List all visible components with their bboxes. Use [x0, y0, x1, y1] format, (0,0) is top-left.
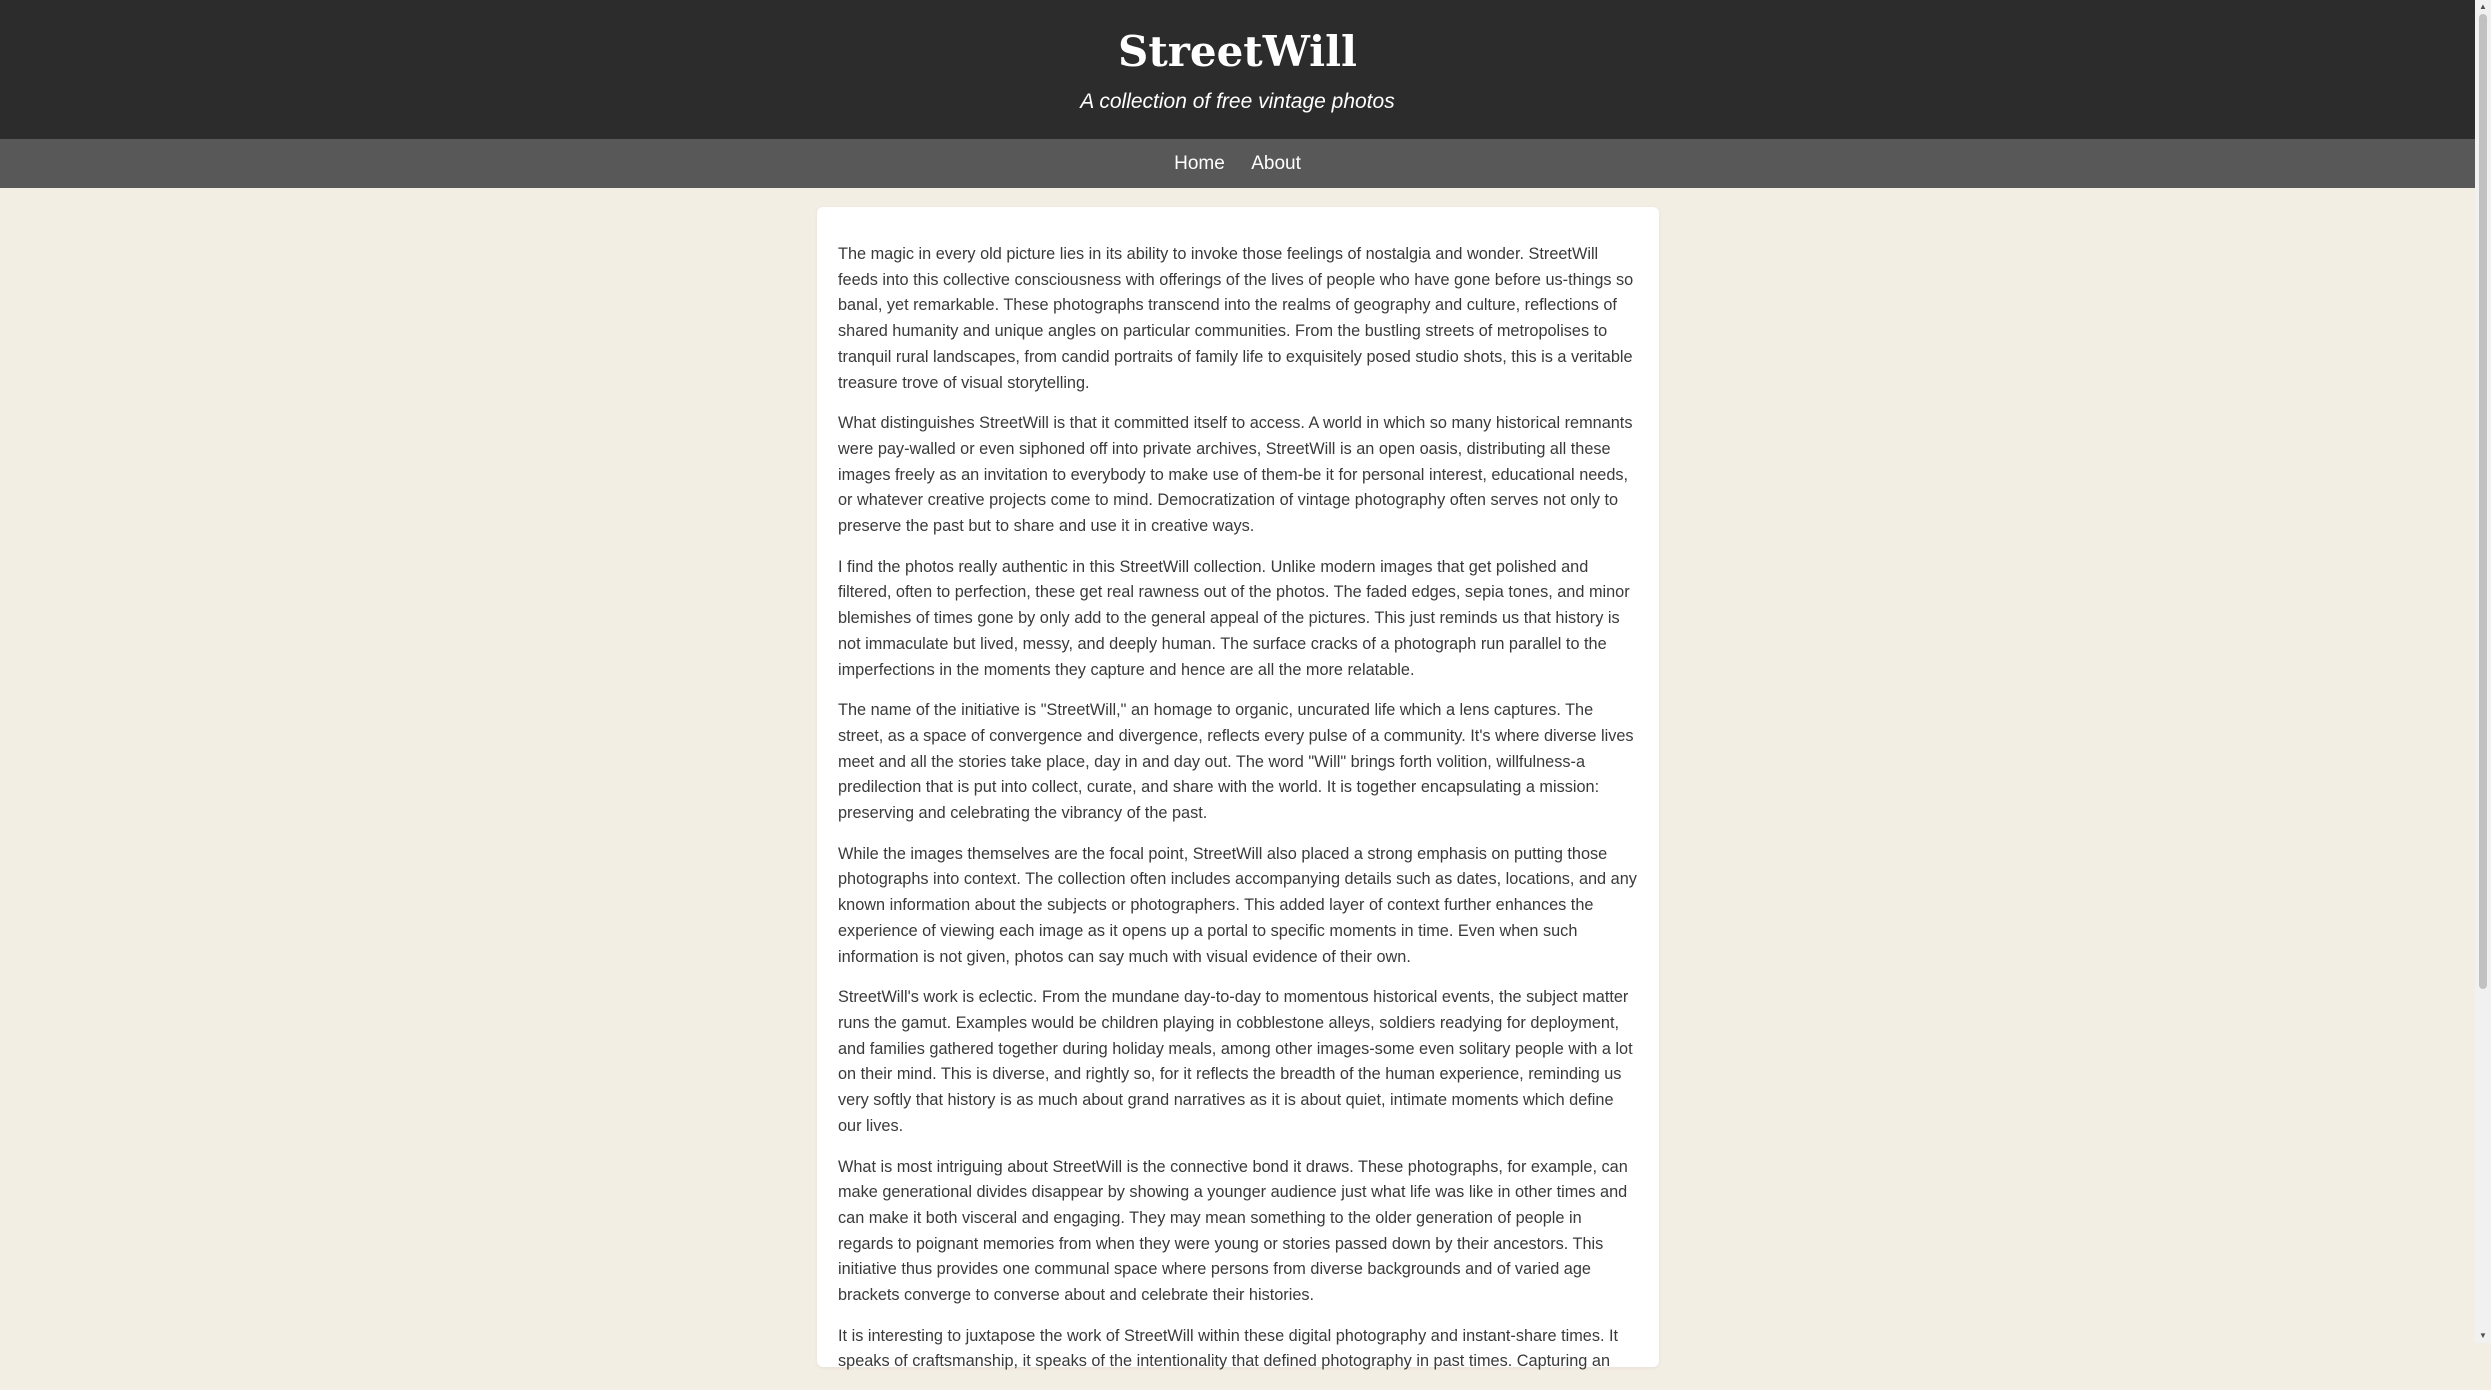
- article-paragraph-7: What is most intriguing about StreetWill is the connective bond it draws. These photographs, for example, can make generational divides disappear by showing a younger audience just what life was like in other times and can make it both visceral and engaging. They may mean something to the older generation of people in regards to poignant memories from when they were young or stories passed down by their ancestors. This initiative thus provides one communal space where persons from diverse backgrounds and of varied age brackets converge to converse about and celebrate their histories.: [838, 1157, 1628, 1305]
- scroll-down-arrow-icon[interactable]: ▼: [2479, 1331, 2487, 1340]
- article-paragraph-5: While the images themselves are the focal point, StreetWill also placed a strong emphasis on putting those photographs into context. The collection often includes accompanying details such as dates, locations, and any known information about the subjects or photographers. This added layer of context further enhances the experience of viewing each image as it opens up a portal to specific moments in time. Even when such information is not given, photos can say much with visual evidence of their own.: [838, 844, 1637, 966]
- article-paragraph-6: StreetWill's work is eclectic. From the mundane day-to-day to momentous historical events, the subject matter runs the gamut. Examples would be children playing in cobblestone alleys, soldiers readying for deployment, and families gathered together during holiday meals, among other images-some even solitary people with a lot on their mind. This is diverse, and rightly so, for it reflects the breadth of the human experience, reminding us very softly that history is as much about grand narratives as it is about quiet, intimate moments which define our lives.: [838, 988, 1633, 1135]
- article-paragraph-4: The name of the initiative is "StreetWill," an homage to organic, uncurated life which a lens captures. The street, as a space of convergence and divergence, reflects every pulse of a community. It's where diverse lives meet and all the stories take place, day in and day out. The word "Will" brings forth volition, willfulness-a predilection that is put into collect, curate, and share with the world. It is together encapsulating a mission: preserving and celebrating the vibrancy of the past.: [838, 701, 1634, 823]
- article-paragraph-2: What distinguishes StreetWill is that it committed itself to access. A world in which so many historical remnants were pay-walled or even siphoned off into private archives, StreetWill is an open oasis, distributing all these images freely as an invitation to everybody to make use of them-be it for personal interest, educational needs, or whatever creative projects come to mind. Democratization of vintage photography often serves not only to preserve the past but to share and use it in creative ways.: [838, 414, 1633, 536]
- page-scrollbar[interactable]: [2475, 0, 2491, 1343]
- site-header: [0, 0, 2475, 139]
- nav-link-about[interactable]: About: [1251, 153, 1301, 174]
- scrollbar-thumb[interactable]: [2479, 14, 2487, 989]
- article-paragraph-8: It is interesting to juxtapose the work of StreetWill within these digital photography and instant-share times. It speaks of craftsmanship, it speaks of the intentionality that defined photography in past times. Capturing an: [838, 1326, 1619, 1371]
- nav-link-home[interactable]: Home: [1174, 153, 1225, 174]
- main-nav: [0, 139, 2475, 188]
- site-title: StreetWill: [1118, 27, 1357, 76]
- article-paragraph-1: The magic in every old picture lies in its ability to invoke those feelings of nostalgia and wonder. StreetWill feeds into this collective consciousness with offerings of the lives of people who have gone before us-things so banal, yet remarkable. These photographs transcend into the realms of geography and culture, reflections of shared humanity and unique angles on particular communities. From the bustling streets of metropolises to tranquil rural landscapes, from candid portraits of family life to exquisitely posed studio shots, this is a veritable treasure trove of visual storytelling.: [838, 245, 1634, 392]
- scroll-up-arrow-icon[interactable]: ▲: [2479, 2, 2487, 11]
- article-paragraph-3: I find the photos really authentic in this StreetWill collection. Unlike modern images that get polished and filtered, often to perfection, these get real rawness out of the photos. The faded edges, sepia tones, and minor blemishes of times gone by only add to the general appeal of the pictures. This just reminds us that history is not immaculate but lived, messy, and deeply human. The surface cracks of a photograph run parallel to the imperfections in the moments they capture and hence are all the more relatable.: [838, 557, 1630, 679]
- article-body: [838, 242, 1640, 1390]
- site-tagline: A collection of free vintage photos: [1080, 90, 1395, 113]
